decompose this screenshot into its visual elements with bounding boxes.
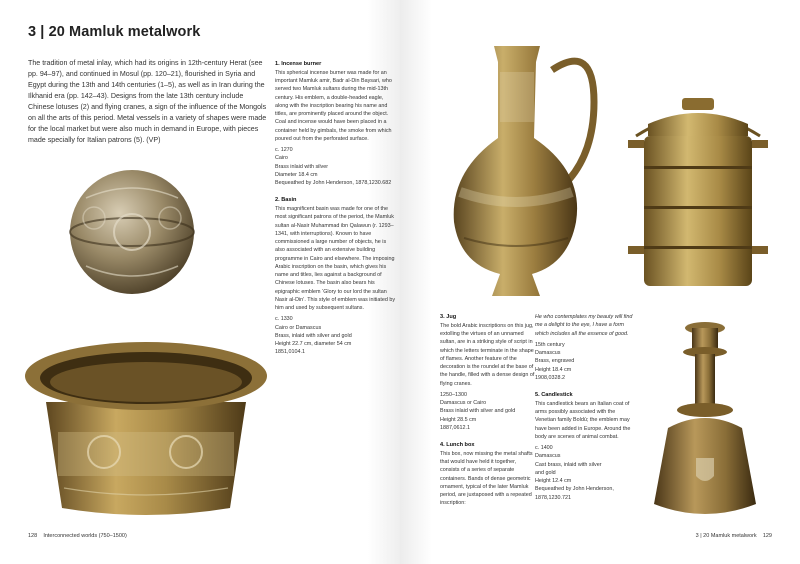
caption-material: Brass inlaid with silver — [275, 163, 329, 170]
caption-dimensions: Height 22.7 cm, diameter 54 cm — [275, 341, 352, 347]
caption-column-left — [275, 60, 397, 366]
caption-place: Cairo or Damascus — [275, 324, 322, 331]
page-number: 128 — [28, 533, 38, 539]
caption-date: c. 1270 — [275, 147, 293, 153]
caption-column-right-1 — [440, 313, 536, 511]
caption-dimensions: Height 28.5 cm — [440, 416, 477, 423]
caption-heading: 4. Lunch box — [440, 442, 475, 448]
caption-registration: Bequeathed by John Henderson, 1878,1230.721 — [535, 486, 614, 501]
right-page — [400, 0, 800, 564]
caption-text: This magnificent basin was made for one of the most significant patrons of the period, the Mamluk sultan al-Nasir Muhammad ibn Qalawun (r. 1293–1341, with interruptions). Known to have commissioned a large number of objects, he is also associated with an extensive building programme in Cairo and elsewhere. The imposing Arabic inscription on the basin, which gives his name and titles, lies against a background of Chinese lotuses. The basin also bears his epigraphic emblem ‘Glory to our lord the sultan Nasir al-Din’. This style of emblem was initiated by him and used by subsequent sultans. — [275, 206, 396, 311]
caption-text: This spherical incense burner was made for an important Mamluk amir, Badr al-Din Baysari, who served two Mamluk sultans during the mid-13th century. His emblem, a double-headed eagle, along with the inscription bearing his name and titles, are prominently placed around the object. Coal and incense would have been placed in a container held by gimbals, the smoke from which poured out from the perforated surface. — [275, 69, 392, 142]
caption-date: 1250–1300 — [440, 391, 467, 398]
candlestick-image — [648, 318, 762, 518]
caption-material: Brass, engraved — [535, 358, 575, 365]
footer-left — [28, 533, 127, 539]
caption-text: The bold Arabic inscriptions on this jug, extolling the virtues of an unnamed sultan, are in a striking style of script in which the letters terminate in the shape of flames. Another feature of the decoration is the roundel at the base of the handle, filled with a dense design of flying cranes. — [440, 322, 535, 387]
caption-dimensions: Diameter 18.4 cm — [275, 171, 318, 178]
running-footer: 3 | 20 Mamluk metalwork — [695, 533, 757, 539]
caption-dimensions: Height 12.4 cm — [535, 478, 572, 484]
caption-place: Cairo — [275, 155, 288, 162]
caption-date: c. 1400 — [535, 445, 553, 451]
incense-burner-image — [66, 168, 198, 298]
caption-heading: 5. Candlestick — [535, 392, 573, 398]
caption-place: Damascus — [535, 453, 561, 460]
caption-heading: 1. Incense burner — [275, 61, 322, 67]
footer-right — [696, 533, 772, 539]
caption-date: c. 1330 — [275, 316, 293, 323]
caption-material: Cast brass, inlaid with silver — [535, 461, 602, 468]
caption-place: Damascus — [535, 350, 561, 356]
basin-image — [24, 340, 268, 518]
caption-place: Damascus or Cairo — [440, 400, 487, 406]
caption-registration: 1908,0328.2 — [535, 374, 565, 381]
caption-dimensions: Height 18.4 cm — [535, 366, 572, 373]
page-title: 3 | 20 Mamluk metalwork — [28, 24, 201, 40]
caption-date: 15th century — [535, 341, 565, 348]
lunch-box-image — [624, 96, 772, 292]
running-footer: Interconnected worlds (750–1500) — [43, 533, 127, 539]
caption-quote: He who contemplates my beauty will find me a delight to the eye, I have a form which includes all the essence of good. — [535, 314, 633, 337]
page-number: 129 — [762, 533, 772, 539]
caption-material: Brass inlaid with silver and gold — [440, 408, 516, 415]
intro-paragraph: The tradition of metal inlay, which had its origins in 12th-century Herat (see pp. 94–97), and continued in Mosul (pp. 120–21), flourished in Syria and Egypt during the 13th and 14th centuries (1–5), as well as in Iran during the Ilkhanid era (pp. 142–43). Designs from the late 13th century include Chinese lotuses (2) and flying cranes, a sign of the influence of the Mongols on all the arts of this period. Metal vessels in a variety of shapes were made for the local market but were also much in demand in Europe, with pieces made specially for Italian patrons (5). (VP) — [28, 59, 267, 144]
caption-registration: 1887,0612.1 — [440, 424, 470, 431]
caption-material: Brass, inlaid with silver and gold — [275, 332, 352, 339]
caption-column-right-2 — [535, 313, 635, 511]
caption-registration: Bequeathed by John Henderson, 1878,1230.682 — [275, 180, 392, 186]
caption-heading: 2. Basin — [275, 197, 297, 204]
caption-heading: 3. Jug — [440, 314, 457, 320]
caption-text: This candlestick bears an Italian coat of arms possibly associated with the Venetian family Boldù; the emblem may have been added in Europe. Around the body are scenes of animal combat. — [535, 400, 631, 440]
caption-material-cont: and gold — [535, 469, 556, 476]
caption-text: This box, now missing the metal shafts that would have held it together, consists of a series of separate containers. Bands of dense geometric ornament, typical of the later Mamluk period, are juxtaposed with a repeated inscription: — [440, 450, 533, 507]
jug-image — [444, 42, 604, 304]
caption-registration: 1851,0104.1 — [275, 349, 305, 356]
